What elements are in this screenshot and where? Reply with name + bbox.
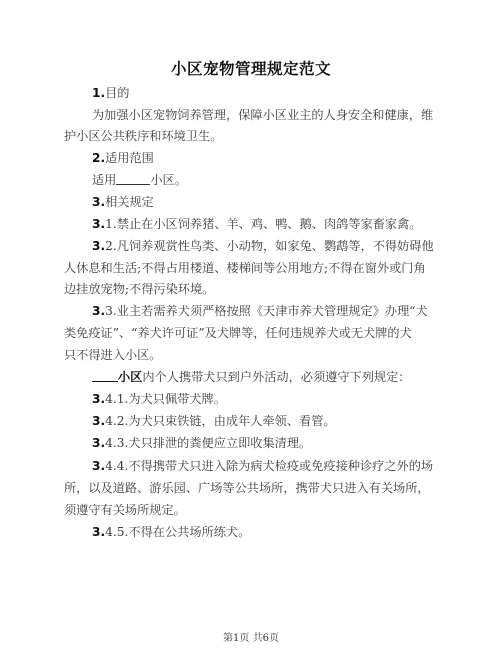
rule-3-2-number: 3. <box>92 239 106 253</box>
section-1-heading <box>92 84 432 102</box>
scope-blank <box>116 172 150 185</box>
rule-3-1-number: 3. <box>92 217 106 231</box>
rule-3-4-text: 内个人携带犬只到户外活动，必须遵守下列规定： <box>142 370 411 384</box>
rule-3-4-3-number: 3. <box>92 436 106 450</box>
scope-suffix: 小区。 <box>150 173 187 187</box>
rule-3-3-line-2: 类免疫证”、“养犬许可证”及犬牌等，任何违规养犬或无犬牌的犬 <box>64 326 412 340</box>
rule-3-4-4-number: 3. <box>92 459 106 473</box>
rule-3-4-bold-word: 小区 <box>118 370 143 384</box>
rule-3-2-line-2: 人休息和生活;不得占用楼道、楼梯间等公用地方;不得在窗外或门角 <box>64 261 426 275</box>
rule-3-4-5-number: 3. <box>92 525 106 539</box>
section-3-number: 3. <box>92 195 106 209</box>
rule-3-2-line-3: 边挂放宠物;不得污染环境。 <box>64 282 215 296</box>
rule-3-3-text-1: 3.业主若需养犬须严格按照《天津市养犬管理规定》办理“犬 <box>105 304 428 318</box>
page-footer: 第1页 共6页 <box>223 633 279 644</box>
rule-3-3-line-3: 只不得进入小区。 <box>64 348 162 362</box>
rule-3-4-1 <box>92 390 432 408</box>
rule-3-4-4-line-1 <box>92 457 432 475</box>
rule-3-4-intro <box>92 368 432 386</box>
scope-prefix: 适用 <box>92 173 117 187</box>
scope-line <box>92 171 432 189</box>
rule-3-2-text-1: 2.凡饲养观赏性鸟类、小动物，如家兔、鹦鹉等，不得妨碍他 <box>105 239 434 253</box>
rule-3-4-4-line-3: 须遵守有关场所规定。 <box>64 503 186 517</box>
rule-3-4-2 <box>92 412 432 430</box>
section-3-title: 相关规定 <box>105 195 154 209</box>
rule-3-4-5-text: 4.5.不得在公共场所练犬。 <box>105 525 251 539</box>
section-3-heading <box>92 193 432 211</box>
rule-3-2-line-1 <box>92 237 432 255</box>
rule-3-4-2-text: 4.2.为犬只束铁链，由成年人牵领、看管。 <box>105 414 336 428</box>
rule-3-4-5 <box>92 523 432 541</box>
rule-3-4-4-text-1: 4.4.不得携带犬只进入除为病犬检疫或免疫接种诊疗之外的场 <box>105 459 434 473</box>
rule-3-4-3-text: 4.3.犬只排泄的粪便应立即收集清理。 <box>105 436 312 450</box>
purpose-line-2: 护小区公共秩序和环境卫生。 <box>64 129 223 143</box>
rule-3-4-2-number: 3. <box>92 414 106 428</box>
section-2-number: 2. <box>92 151 106 165</box>
rule-3-1 <box>92 215 432 233</box>
section-1-title: 目的 <box>105 86 130 100</box>
section-1-number: 1. <box>92 86 106 100</box>
rule-3-1-text: 1.禁止在小区饲养猪、羊、鸡、鸭、鹅、肉鸽等家畜家禽。 <box>105 217 422 231</box>
document-title: 小区宠物管理规定范文 <box>170 60 331 78</box>
rule-3-3-line-1 <box>92 302 432 320</box>
rule-3-4-1-number: 3. <box>92 392 106 406</box>
rule-3-4-4-line-2: 所，以及道路、游乐园、广场等公共场所，携带犬只进入有关场所， <box>64 481 430 495</box>
rule-3-4-blank <box>92 369 118 382</box>
rule-3-3-number: 3. <box>92 304 106 318</box>
rule-3-4-3 <box>92 434 432 452</box>
purpose-line-1: 为加强小区宠物饲养管理，保障小区业主的人身安全和健康，维 <box>92 108 434 122</box>
rule-3-4-1-text: 4.1.为犬只佩带犬牌。 <box>105 392 226 406</box>
section-2-heading <box>92 149 432 167</box>
section-2-title: 适用范围 <box>105 151 154 165</box>
